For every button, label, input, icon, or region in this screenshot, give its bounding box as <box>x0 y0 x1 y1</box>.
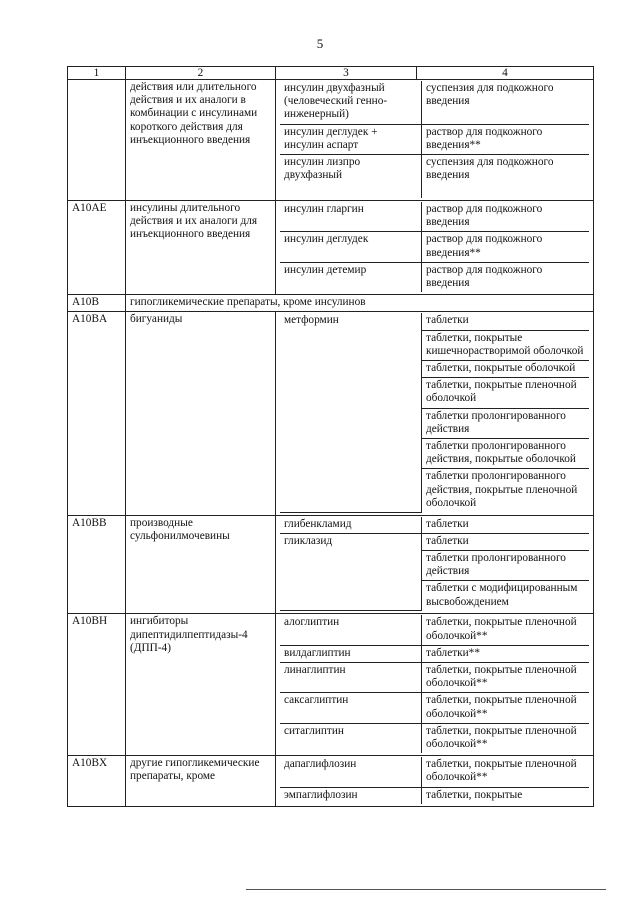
drug-row <box>280 533 589 550</box>
drug-list <box>276 515 594 614</box>
dosage-form: таблетки, покрытые кишечнорастворимой оболочкой <box>422 330 590 360</box>
drug-row <box>280 757 589 787</box>
dosage-form: таблетки <box>422 313 590 330</box>
drug-row <box>280 262 589 292</box>
drug-name: инсулин лизпро двухфазный <box>280 155 422 199</box>
table-row <box>68 312 594 515</box>
dosage-form: таблетки** <box>422 645 590 662</box>
page-number: 5 <box>316 36 324 51</box>
column-header: 1 <box>68 67 126 80</box>
drug-name: инсулин деглудек + инсулин аспарт <box>280 124 422 154</box>
drug-table <box>67 66 594 807</box>
group-name: бигуаниды <box>126 312 276 515</box>
table-row <box>68 80 594 201</box>
dosage-form: таблетки пролонгированного действия, покрытые оболочкой <box>422 439 590 469</box>
drug-name: инсулин деглудек <box>280 232 422 262</box>
dosage-form: таблетки, покрытые пленочной оболочкой** <box>426 724 577 750</box>
dosage-form: раствор для подкожного введения** <box>422 124 590 154</box>
drug-name: инсулин детемир <box>280 262 422 292</box>
drug-name: саксаглиптин <box>280 693 422 723</box>
table-row <box>68 756 594 807</box>
dosage-form: таблетки <box>422 517 590 534</box>
column-header: 3 <box>276 67 417 80</box>
drug-row <box>280 232 589 262</box>
drug-name: инсулин гларгин <box>280 202 422 232</box>
dosage-form: таблетки, покрытые <box>426 788 523 801</box>
group-name: инсулины длительного действия и их аналоги для инъекционного введения <box>126 201 276 295</box>
drug-name: глибенкламид <box>280 517 422 534</box>
dosage-form: таблетки, покрытые пленочной оболочкой <box>422 378 590 408</box>
group-name: гипогликемические препараты, кроме инсулинов <box>126 295 594 312</box>
drug-name: вилдаглиптин <box>280 645 422 662</box>
drug-row <box>280 202 589 232</box>
dosage-form: раствор для подкожного введения <box>422 202 590 232</box>
drug-list <box>276 756 594 807</box>
column-header: 4 <box>417 67 594 80</box>
dosage-form: таблетки, покрытые пленочной оболочкой** <box>422 615 590 645</box>
atc-code: A10BH <box>68 614 126 756</box>
dosage-form: таблетки пролонгированного действия <box>422 550 590 580</box>
table-row <box>68 614 594 756</box>
drug-name: гликлазид <box>280 533 422 611</box>
dosage-form: раствор для подкожного введения <box>426 263 543 290</box>
table-row <box>68 201 594 295</box>
drug-name: эмпаглифлозин <box>280 787 422 804</box>
dosage-form: раствор для подкожного введения** <box>422 232 590 262</box>
group-name: другие гипогликемические препараты, кроме <box>126 756 276 807</box>
table-row <box>68 515 594 614</box>
dosage-form: таблетки пролонгированного действия <box>422 408 590 438</box>
atc-code: A10BX <box>68 756 126 807</box>
atc-code: A10BA <box>68 312 126 515</box>
drug-row <box>280 313 589 330</box>
dosage-form: таблетки <box>422 533 590 550</box>
drug-row <box>280 662 589 692</box>
drug-name: ситаглиптин <box>280 723 422 753</box>
group-name: действия или длительного действия и их аналоги в комбинации с инсулинами короткого действия для инъекционного введения <box>126 80 276 201</box>
dosage-form: суспензия для подкожного введения <box>426 156 554 182</box>
drug-row <box>280 124 589 154</box>
table-row <box>68 295 594 312</box>
drug-row <box>280 645 589 662</box>
atc-code: A10BB <box>68 515 126 614</box>
drug-row <box>280 615 589 645</box>
drug-list <box>276 312 594 515</box>
dosage-form: таблетки, покрытые пленочной оболочкой** <box>422 693 590 723</box>
footer-divider <box>246 889 606 890</box>
drug-row <box>280 723 589 753</box>
drug-row <box>280 517 589 534</box>
drug-list <box>276 80 594 201</box>
group-name: производные сульфонилмочевины <box>126 515 276 614</box>
drug-name: линаглиптин <box>280 662 422 692</box>
dosage-form: таблетки, покрытые пленочной оболочкой** <box>422 662 590 692</box>
table-header-row <box>68 67 594 80</box>
dosage-form: таблетки с модифицированным высвобождением <box>426 582 578 608</box>
drug-row <box>280 155 589 199</box>
dosage-form: таблетки пролонгированного действия, покрытые пленочной оболочкой <box>426 470 578 509</box>
dosage-form: таблетки, покрытые пленочной оболочкой** <box>422 757 590 787</box>
drug-name: инсулин двухфазный (человеческий генно-инженерный) <box>280 81 422 124</box>
drug-list <box>276 201 594 295</box>
atc-code: A10B <box>68 295 126 312</box>
dosage-form: суспензия для подкожного введения <box>422 81 590 124</box>
drug-row <box>280 787 589 804</box>
drug-row <box>280 81 589 124</box>
group-name: ингибиторы дипептидилпептидазы-4 (ДПП-4) <box>126 614 276 756</box>
atc-code <box>68 80 126 201</box>
drug-list <box>276 614 594 756</box>
column-header: 2 <box>126 67 276 80</box>
drug-name: дапаглифлозин <box>280 757 422 787</box>
drug-name: метформин <box>280 313 422 512</box>
drug-name: алоглиптин <box>280 615 422 645</box>
drug-row <box>280 693 589 723</box>
dosage-form: таблетки, покрытые оболочкой <box>422 361 590 378</box>
atc-code: A10AE <box>68 201 126 295</box>
